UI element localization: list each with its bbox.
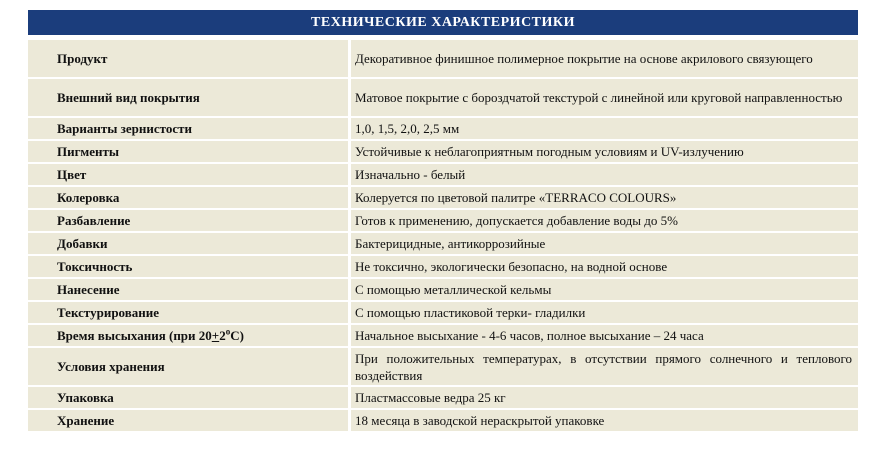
table-row xyxy=(28,387,858,408)
spec-value: Матовое покрытие с бороздчатой текстурой с линейной или круговой направленностью xyxy=(351,79,858,116)
spec-value: С помощью металлической кельмы xyxy=(351,279,858,300)
table-row xyxy=(28,79,858,116)
spec-key: Колеровка xyxy=(28,187,351,208)
table-row xyxy=(28,302,858,323)
table-row xyxy=(28,233,858,254)
spec-key: Внешний вид покрытия xyxy=(28,79,351,116)
specs-sheet xyxy=(28,10,858,433)
spec-value: Изначально - белый xyxy=(351,164,858,185)
degree-mark: о xyxy=(225,326,231,337)
table-title: ТЕХНИЧЕСКИЕ ХАРАКТЕРИСТИКИ xyxy=(28,10,858,35)
spec-key: Разбавление xyxy=(28,210,351,231)
table-row xyxy=(28,279,858,300)
table-row xyxy=(28,187,858,208)
spec-key: Упаковка xyxy=(28,387,351,408)
spec-key: Токсичность xyxy=(28,256,351,277)
spec-key: Хранение xyxy=(28,410,351,431)
table-row xyxy=(28,164,858,185)
plus-minus-sign: + xyxy=(211,328,220,343)
spec-key: Текстурирование xyxy=(28,302,351,323)
spec-value: Готов к применению, допускается добавление воды до 5% xyxy=(351,210,858,231)
spec-key: Цвет xyxy=(28,164,351,185)
spec-key-part: 2 xyxy=(219,328,226,343)
spec-key: Условия хранения xyxy=(28,348,351,385)
table-row xyxy=(28,325,858,346)
spec-key: Добавки xyxy=(28,233,351,254)
table-row xyxy=(28,40,858,77)
spec-key-part: Время высыхания (при 20 xyxy=(57,328,212,343)
spec-value: Устойчивые к неблагоприятным погодным условиям и UV-излучению xyxy=(351,141,858,162)
spec-key: Нанесение xyxy=(28,279,351,300)
spec-value: При положительных температурах, в отсутствии прямого солнечного и теплового воздействия xyxy=(351,348,858,385)
table-row xyxy=(28,118,858,139)
spec-value: Пластмассовые ведра 25 кг xyxy=(351,387,858,408)
spec-value: Бактерицидные, антикоррозийные xyxy=(351,233,858,254)
spec-key: Варианты зернистости xyxy=(28,118,351,139)
spec-value: Декоративное финишное полимерное покрытие на основе акрилового связующего xyxy=(351,40,858,77)
spec-key-drying-time xyxy=(28,325,351,346)
spec-value: 1,0, 1,5, 2,0, 2,5 мм xyxy=(351,118,858,139)
table-row xyxy=(28,141,858,162)
spec-key-part: C) xyxy=(230,328,244,343)
spec-value: 18 месяца в заводской нераскрытой упаковке xyxy=(351,410,858,431)
spec-key: Продукт xyxy=(28,40,351,77)
spec-value: Не токсично, экологически безопасно, на водной основе xyxy=(351,256,858,277)
spec-value: С помощью пластиковой терки- гладилки xyxy=(351,302,858,323)
table-row xyxy=(28,410,858,431)
spec-value: Колеруется по цветовой палитре «TERRACO COLOURS» xyxy=(351,187,858,208)
spec-value: Начальное высыхание - 4-6 часов, полное высыхание – 24 часа xyxy=(351,325,858,346)
table-row xyxy=(28,256,858,277)
table-row xyxy=(28,348,858,385)
table-row xyxy=(28,210,858,231)
spec-key: Пигменты xyxy=(28,141,351,162)
specs-table xyxy=(28,38,858,433)
